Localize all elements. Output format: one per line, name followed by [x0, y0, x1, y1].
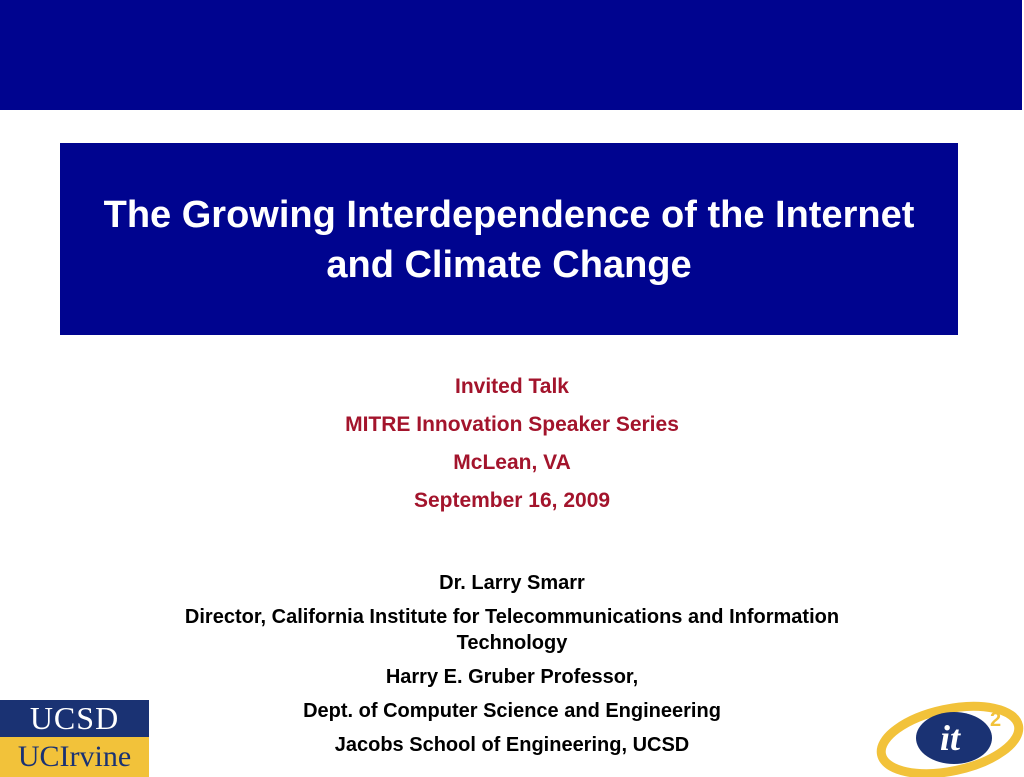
- it2-logo-superscript: 2: [990, 709, 1002, 731]
- it2-logo: [874, 698, 1024, 777]
- talk-info: [0, 370, 1024, 522]
- ucsd-logo: UCSD: [0, 700, 149, 737]
- speaker-department: Dept. of Computer Science and Engineering: [303, 700, 721, 722]
- title-box: [60, 143, 958, 335]
- speaker-school: Jacobs School of Engineering, UCSD: [334, 734, 690, 756]
- speaker-title: Harry E. Gruber Professor,: [385, 666, 639, 688]
- speaker-name: Dr. Larry Smarr: [439, 572, 585, 594]
- slide-title: The Growing Interdependence of the Internet and Climate Change: [103, 194, 915, 286]
- talk-date: September 16, 2009: [413, 489, 611, 512]
- header-band: [0, 0, 1022, 110]
- it2-logo-text: it: [940, 718, 961, 758]
- talk-series: MITRE Innovation Speaker Series: [345, 413, 679, 436]
- talk-location: McLean, VA: [453, 451, 571, 474]
- speaker-role: Director, California Institute for Telecommunications and Information Technology: [184, 606, 840, 654]
- speaker-info: [0, 570, 1024, 766]
- ucirvine-logo: UCIrvine: [0, 737, 149, 777]
- talk-type: Invited Talk: [455, 375, 569, 398]
